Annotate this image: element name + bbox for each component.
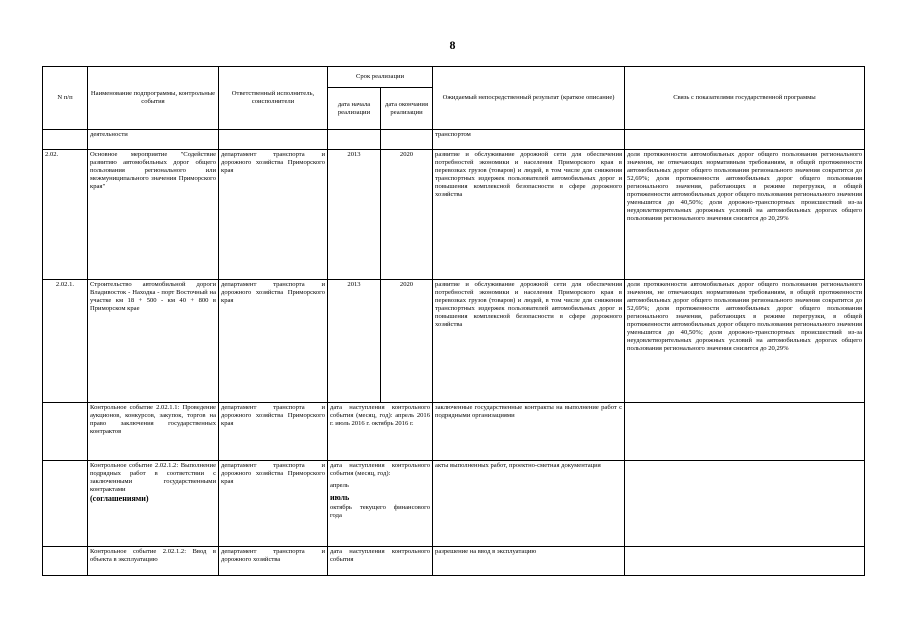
table-row-event-2 bbox=[43, 461, 865, 547]
cell-responsible: департамент транспорта и дорожного хозяйства Приморского края bbox=[219, 150, 328, 280]
date-line-4: октябрь текущего финансового года bbox=[330, 504, 431, 519]
date-line-2: апрель bbox=[330, 482, 349, 489]
cell-responsible: департамент транспорта и дорожного хозяйства bbox=[219, 547, 328, 576]
table-row-event-1 bbox=[43, 403, 865, 461]
cell-result: заключенные государственные контракты на выполнение работ с подрядными организациями bbox=[433, 403, 625, 461]
cell-name: деятельности bbox=[88, 130, 219, 150]
cell-date: дата наступления контрольного события (месяц, год): апрель 2016 г. июль 2016 г. октябрь 2016 г. bbox=[328, 403, 433, 461]
cell-responsible: департамент транспорта и дорожного хозяйства Приморского края bbox=[219, 403, 328, 461]
header-name: Наименование подпрограммы, контрольные события bbox=[88, 67, 219, 130]
cell-result: акты выполненных работ, проектно-сметная документация bbox=[433, 461, 625, 547]
cell-name: Строительство автомобильной дороги Владивосток - Находка - порт Восточный на участке км 18 + 500 - км 40 + 800 в Приморском крае bbox=[88, 280, 219, 403]
cell-num: 2.02. bbox=[43, 150, 88, 280]
cell-name bbox=[88, 461, 219, 547]
cell-result: развитие и обслуживание дорожной сети для обеспечения потребностей экономики и населения Приморского края в перевозках грузов (товаров) и людей, в том числе для снижения транспортных издержек пользователей автомобильных дорог и повышения комплексной безопасности в сфере дорожного хозяйства bbox=[433, 150, 625, 280]
cell-responsible: департамент транспорта и дорожного хозяйства Приморского края bbox=[219, 280, 328, 403]
cell-result: развитие и обслуживание дорожной сети для обеспечения потребностей экономики и населения Приморского края в перевозках грузов (товаров) и людей, в том числе для снижения транспортных издержек пользователей автомобильных дорог и повышения комплексной безопасности в сфере дорожного хозяйства bbox=[433, 280, 625, 403]
table-row-2-02 bbox=[43, 150, 865, 280]
header-start: дата начала реализации bbox=[328, 88, 381, 130]
cell-result: разрешение на ввод в эксплуатацию bbox=[433, 547, 625, 576]
table-row-continuation bbox=[43, 130, 865, 150]
cell-start: 2013 bbox=[328, 150, 381, 280]
cell-name: Контрольное событие 2.02.1.2: Ввод в объекта в эксплуатацию bbox=[88, 547, 219, 576]
table-row-event-3 bbox=[43, 547, 865, 576]
cell-result: транспортом bbox=[433, 130, 625, 150]
cell-num: 2.02.1. bbox=[43, 280, 88, 403]
header-row bbox=[43, 67, 865, 88]
date-line-3: июль bbox=[330, 493, 350, 502]
cell-responsible: департамент транспорта и дорожного хозяйства Приморского края bbox=[219, 461, 328, 547]
event-name-text: Контрольное событие 2.02.1.2: Выполнение подрядных работ в соответствии с заключенными государственными контрактами bbox=[90, 462, 216, 493]
cell-link: доля протяженности автомобильных дорог общего пользования регионального значения, не отвечающих нормативным требованиям, в общей протяженности автомобильных дорог общего пользования регионального значения сократится до 52,69%; доля протяженности автомобильных дорог общего пользования регионального значения, работающих в режиме перегрузки, в общей протяженности автомобильных дорог общего пользования регионального значения уменьшится до 40,50%; доля дорожно-транспортных происшествий из-за неудовлетворительных дорожных условий на автомобильных дорогах общего пользования регионального значения снизится до 20,29% bbox=[625, 150, 865, 280]
cell-end: 2020 bbox=[381, 280, 433, 403]
table-row-2-02-1 bbox=[43, 280, 865, 403]
cell-date bbox=[328, 461, 433, 547]
header-responsible: Ответственный исполнитель, соисполнители bbox=[219, 67, 328, 130]
cell-end: 2020 bbox=[381, 150, 433, 280]
event-name-extra: (соглашениями) bbox=[90, 494, 149, 503]
cell-name: Контрольное событие 2.02.1.1: Проведение аукционов, конкурсов, закупок, торгов на право заключения государственных контрактов bbox=[88, 403, 219, 461]
header-end: дата окончания реализации bbox=[381, 88, 433, 130]
program-plan-table bbox=[42, 66, 865, 576]
cell-date: дата наступления контрольного события bbox=[328, 547, 433, 576]
cell-link: доля протяженности автомобильных дорог общего пользования регионального значения, не отвечающих нормативным требованиям, в общей протяженности автомобильных дорог общего пользования регионального значения сократится до 52,69%; доля протяженности автомобильных дорог общего пользования регионального значения, работающих в режиме перегрузки, в общей протяженности автомобильных дорог общего пользования регионального значения уменьшится до 40,50%; доля дорожно-транспортных происшествий из-за неудовлетворительных дорожных условий на автомобильных дорогах общего пользования регионального значения снизится до 20,29% bbox=[625, 280, 865, 403]
header-period: Срок реализации bbox=[328, 67, 433, 88]
header-result: Ожидаемый непосредственный результат (краткое описание) bbox=[433, 67, 625, 130]
cell-name: Основное мероприятие "Содействие развитию автомобильных дорог общего пользования регионального или межмуниципального значения Приморского края" bbox=[88, 150, 219, 280]
date-line-1: дата наступления контрольного события (месяц, год): bbox=[330, 462, 431, 477]
header-link: Связь с показателями государственной программы bbox=[625, 67, 865, 130]
page-number: 8 bbox=[449, 38, 456, 52]
header-num: N п/п bbox=[43, 67, 88, 130]
cell-start: 2013 bbox=[328, 280, 381, 403]
